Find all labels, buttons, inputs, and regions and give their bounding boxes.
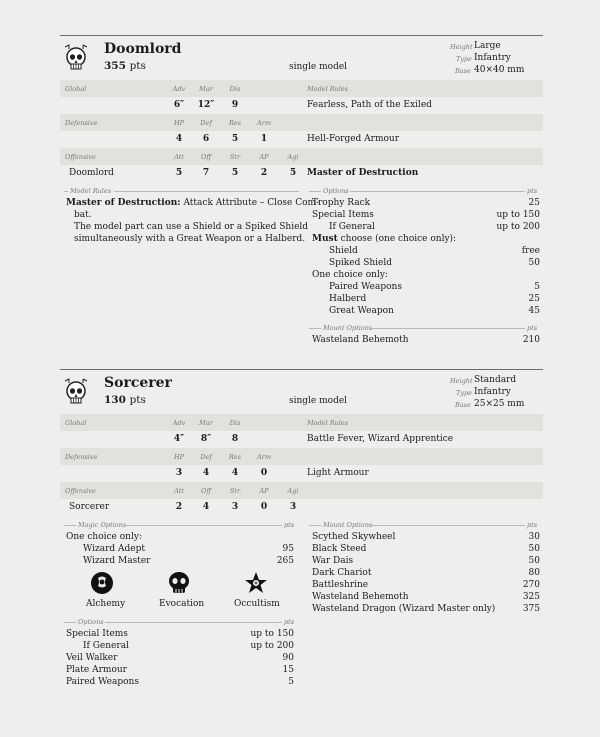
evocation-icon — [166, 570, 192, 596]
col-hp: HP — [173, 119, 185, 127]
option-name: Trophy Rack — [312, 198, 371, 208]
stat-res: 4 — [231, 468, 239, 478]
option-name: One choice only: — [312, 270, 388, 280]
model-part-name: Doomlord — [69, 168, 114, 178]
global-rules: Battle Fever, Wizard Apprentice — [307, 434, 454, 444]
stat-ap: 0 — [260, 502, 268, 512]
col-hp: HP — [173, 453, 185, 461]
rule-text-3: The model part can use a Shield or a Spiked Shield — [74, 222, 309, 232]
mount-pts: 30 — [528, 532, 540, 542]
divider — [64, 191, 68, 192]
stat-arm: 0 — [260, 468, 268, 478]
stat-str: 5 — [231, 168, 239, 178]
base-value: 40×40 mm — [474, 65, 525, 75]
option-pts: 90 — [282, 653, 294, 663]
pts-header: pts — [284, 618, 295, 626]
path-name: Alchemy — [86, 599, 126, 609]
path-name: Evocation — [159, 599, 205, 609]
col-def: Def — [200, 453, 212, 461]
pts-header: pts — [284, 521, 295, 529]
col-agi: Agi — [287, 153, 299, 161]
mount-name: Wasteland Behemoth — [312, 335, 409, 345]
skull-icon — [63, 377, 89, 407]
mount-pts: 210 — [522, 335, 540, 345]
divider — [64, 622, 76, 623]
options-header: Options — [323, 187, 349, 195]
col-def: Def — [200, 119, 212, 127]
mount-header: Mount Options — [323, 324, 373, 332]
divider — [114, 191, 299, 192]
magic-option: One choice only: — [66, 532, 142, 542]
option-name: Paired Weapons — [66, 677, 139, 687]
mount-name: Dark Chariot — [312, 568, 372, 578]
pts-header: pts — [527, 187, 538, 195]
mount-pts: 270 — [522, 580, 540, 590]
stat-hp: 4 — [175, 134, 183, 144]
divider — [309, 525, 321, 526]
col-mar: Mar — [199, 85, 213, 93]
col-str: Str — [229, 487, 241, 495]
stat-off: 4 — [202, 502, 210, 512]
rule-text-1: Master of Destruction: Attack Attribute – Close Com- — [66, 198, 320, 208]
model-rules-header: Model Rules — [70, 187, 112, 195]
col-att: Att — [174, 487, 184, 495]
col-arm: Arm — [257, 119, 271, 127]
divider — [126, 525, 282, 526]
col-agi: Agi — [287, 487, 299, 495]
occultism-icon — [243, 570, 269, 596]
option-pts: 25 — [528, 198, 540, 208]
defensive-rules: Hell-Forged Armour — [307, 134, 400, 144]
base-label: Base — [455, 67, 471, 75]
option-name: Veil Walker — [66, 653, 118, 663]
stat-ap: 2 — [260, 168, 268, 178]
option-name: Spiked Shield — [329, 258, 393, 268]
magic-header: Magic Options — [78, 521, 127, 529]
stat-adv: 6″ — [173, 100, 185, 110]
option-name: Special Items — [66, 629, 128, 639]
pts-header: pts — [527, 324, 538, 332]
option-pts: 15 — [282, 665, 294, 675]
option-name: Special Items — [312, 210, 374, 220]
option-pts: up to 150 — [496, 210, 540, 220]
unit-type: single model — [289, 396, 348, 406]
skull-icon — [63, 43, 89, 73]
height-label: Height — [450, 43, 473, 51]
unit-divider — [60, 35, 543, 36]
section-global: Global — [65, 85, 87, 93]
stat-off: 7 — [202, 168, 210, 178]
global-rules: Fearless, Path of the Exiled — [307, 100, 432, 110]
option-pts: 5 — [288, 677, 294, 687]
mount-header: Mount Options — [323, 521, 373, 529]
option-name: Paired Weapons — [329, 282, 402, 292]
option-pts: 45 — [528, 306, 540, 316]
stat-mar: 12″ — [197, 100, 215, 110]
col-off: Off — [201, 487, 211, 495]
mount-name: Black Steed — [312, 544, 367, 554]
type-label: Type — [456, 389, 473, 397]
option-name: Great Weapon — [329, 306, 394, 316]
magic-option: Wizard Adept — [83, 544, 145, 554]
offensive-rules: Master of Destruction — [307, 168, 419, 178]
stat-att: 5 — [175, 168, 183, 178]
type-value: Infantry — [474, 53, 511, 63]
option-pts: free — [521, 246, 540, 256]
option-pts: up to 200 — [496, 222, 540, 232]
option-pts: 50 — [528, 258, 540, 268]
model-part-name: Sorcerer — [69, 502, 110, 512]
option-pts: 25 — [528, 294, 540, 304]
unit-name: Sorcerer — [104, 375, 172, 391]
col-att: Att — [174, 153, 184, 161]
magic-option: Wizard Master — [83, 556, 151, 566]
type-label: Type — [456, 55, 473, 63]
defensive-rules: Light Armour — [307, 468, 369, 478]
mount-pts: 375 — [522, 604, 540, 614]
stat-dis: 8 — [231, 434, 239, 444]
col-arm: Arm — [257, 453, 271, 461]
path-name: Occultism — [234, 599, 280, 609]
unit-name: Doomlord — [104, 41, 182, 57]
magic-pts: 265 — [276, 556, 294, 566]
mount-name: Wasteland Dragon (Wizard Master only) — [312, 604, 496, 614]
stat-hp: 3 — [175, 468, 183, 478]
unit-points: 355 pts — [104, 60, 146, 72]
unit-points: 130 pts — [104, 394, 146, 406]
section-global: Global — [65, 419, 87, 427]
stat-res: 5 — [231, 134, 239, 144]
magic-pts: 95 — [282, 544, 294, 554]
stat-def: 4 — [202, 468, 210, 478]
divider — [105, 622, 282, 623]
divider — [372, 525, 525, 526]
option-pts: up to 150 — [250, 629, 294, 639]
alchemy-icon — [89, 570, 115, 596]
mount-name: Wasteland Behemoth — [312, 592, 409, 602]
stat-agi: 3 — [289, 502, 297, 512]
divider — [309, 191, 321, 192]
mount-pts: 50 — [528, 544, 540, 554]
stat-adv: 4″ — [173, 434, 185, 444]
rule-text-4: simultaneously with a Great Weapon or a Halberd. — [74, 234, 306, 244]
section-defensive: Defensive — [65, 119, 98, 127]
unit-type: single model — [289, 62, 348, 72]
global-band — [60, 80, 543, 97]
divider — [309, 328, 321, 329]
divider — [372, 328, 525, 329]
defensive-band — [60, 448, 543, 465]
stat-arm: 1 — [260, 134, 268, 144]
option-pts: 5 — [534, 282, 540, 292]
mount-pts: 80 — [528, 568, 540, 578]
stat-att: 2 — [175, 502, 183, 512]
divider — [64, 525, 76, 526]
col-res: Res — [228, 453, 242, 461]
col-adv: Adv — [172, 85, 186, 93]
col-ap: AP — [259, 487, 269, 495]
type-value: Infantry — [474, 387, 511, 397]
divider — [350, 191, 525, 192]
col-adv: Adv — [172, 419, 186, 427]
rule-text-2: bat. — [74, 210, 92, 220]
mount-pts: 325 — [522, 592, 540, 602]
height-label: Height — [450, 377, 473, 385]
stat-str: 3 — [231, 502, 239, 512]
option-name: If General — [329, 222, 375, 232]
height-value: Standard — [474, 375, 517, 385]
stat-dis: 9 — [231, 100, 239, 110]
option-name: If General — [83, 641, 129, 651]
base-label: Base — [455, 401, 471, 409]
base-value: 25×25 mm — [474, 399, 525, 409]
mount-name: War Dais — [312, 556, 354, 566]
mount-name: Scythed Skywheel — [312, 532, 396, 542]
option-name: Halberd — [329, 294, 367, 304]
col-ap: AP — [259, 153, 269, 161]
section-offensive: Offensive — [65, 153, 96, 161]
col-off: Off — [201, 153, 211, 161]
mount-pts: 50 — [528, 556, 540, 566]
option-name: Must choose (one choice only): — [312, 234, 457, 244]
section-offensive: Offensive — [65, 487, 96, 495]
global-band — [60, 414, 543, 431]
model-rules-label: Model Rules — [307, 419, 349, 427]
option-name: Plate Armour — [66, 665, 127, 675]
section-defensive: Defensive — [65, 453, 98, 461]
option-name: Shield — [329, 246, 358, 256]
pts-header: pts — [527, 521, 538, 529]
col-dis: Dis — [229, 419, 241, 427]
model-rules-label: Model Rules — [307, 85, 349, 93]
stat-def: 6 — [202, 134, 210, 144]
height-value: Large — [474, 41, 501, 51]
option-pts: up to 200 — [250, 641, 294, 651]
stat-agi: 5 — [289, 168, 297, 178]
unit-divider — [60, 369, 543, 370]
options-header: Options — [78, 618, 104, 626]
col-mar: Mar — [199, 419, 213, 427]
col-res: Res — [228, 119, 242, 127]
col-str: Str — [229, 153, 241, 161]
col-dis: Dis — [229, 85, 241, 93]
mount-name: Battleshrine — [312, 580, 369, 590]
defensive-band — [60, 114, 543, 131]
stat-mar: 8″ — [200, 434, 212, 444]
